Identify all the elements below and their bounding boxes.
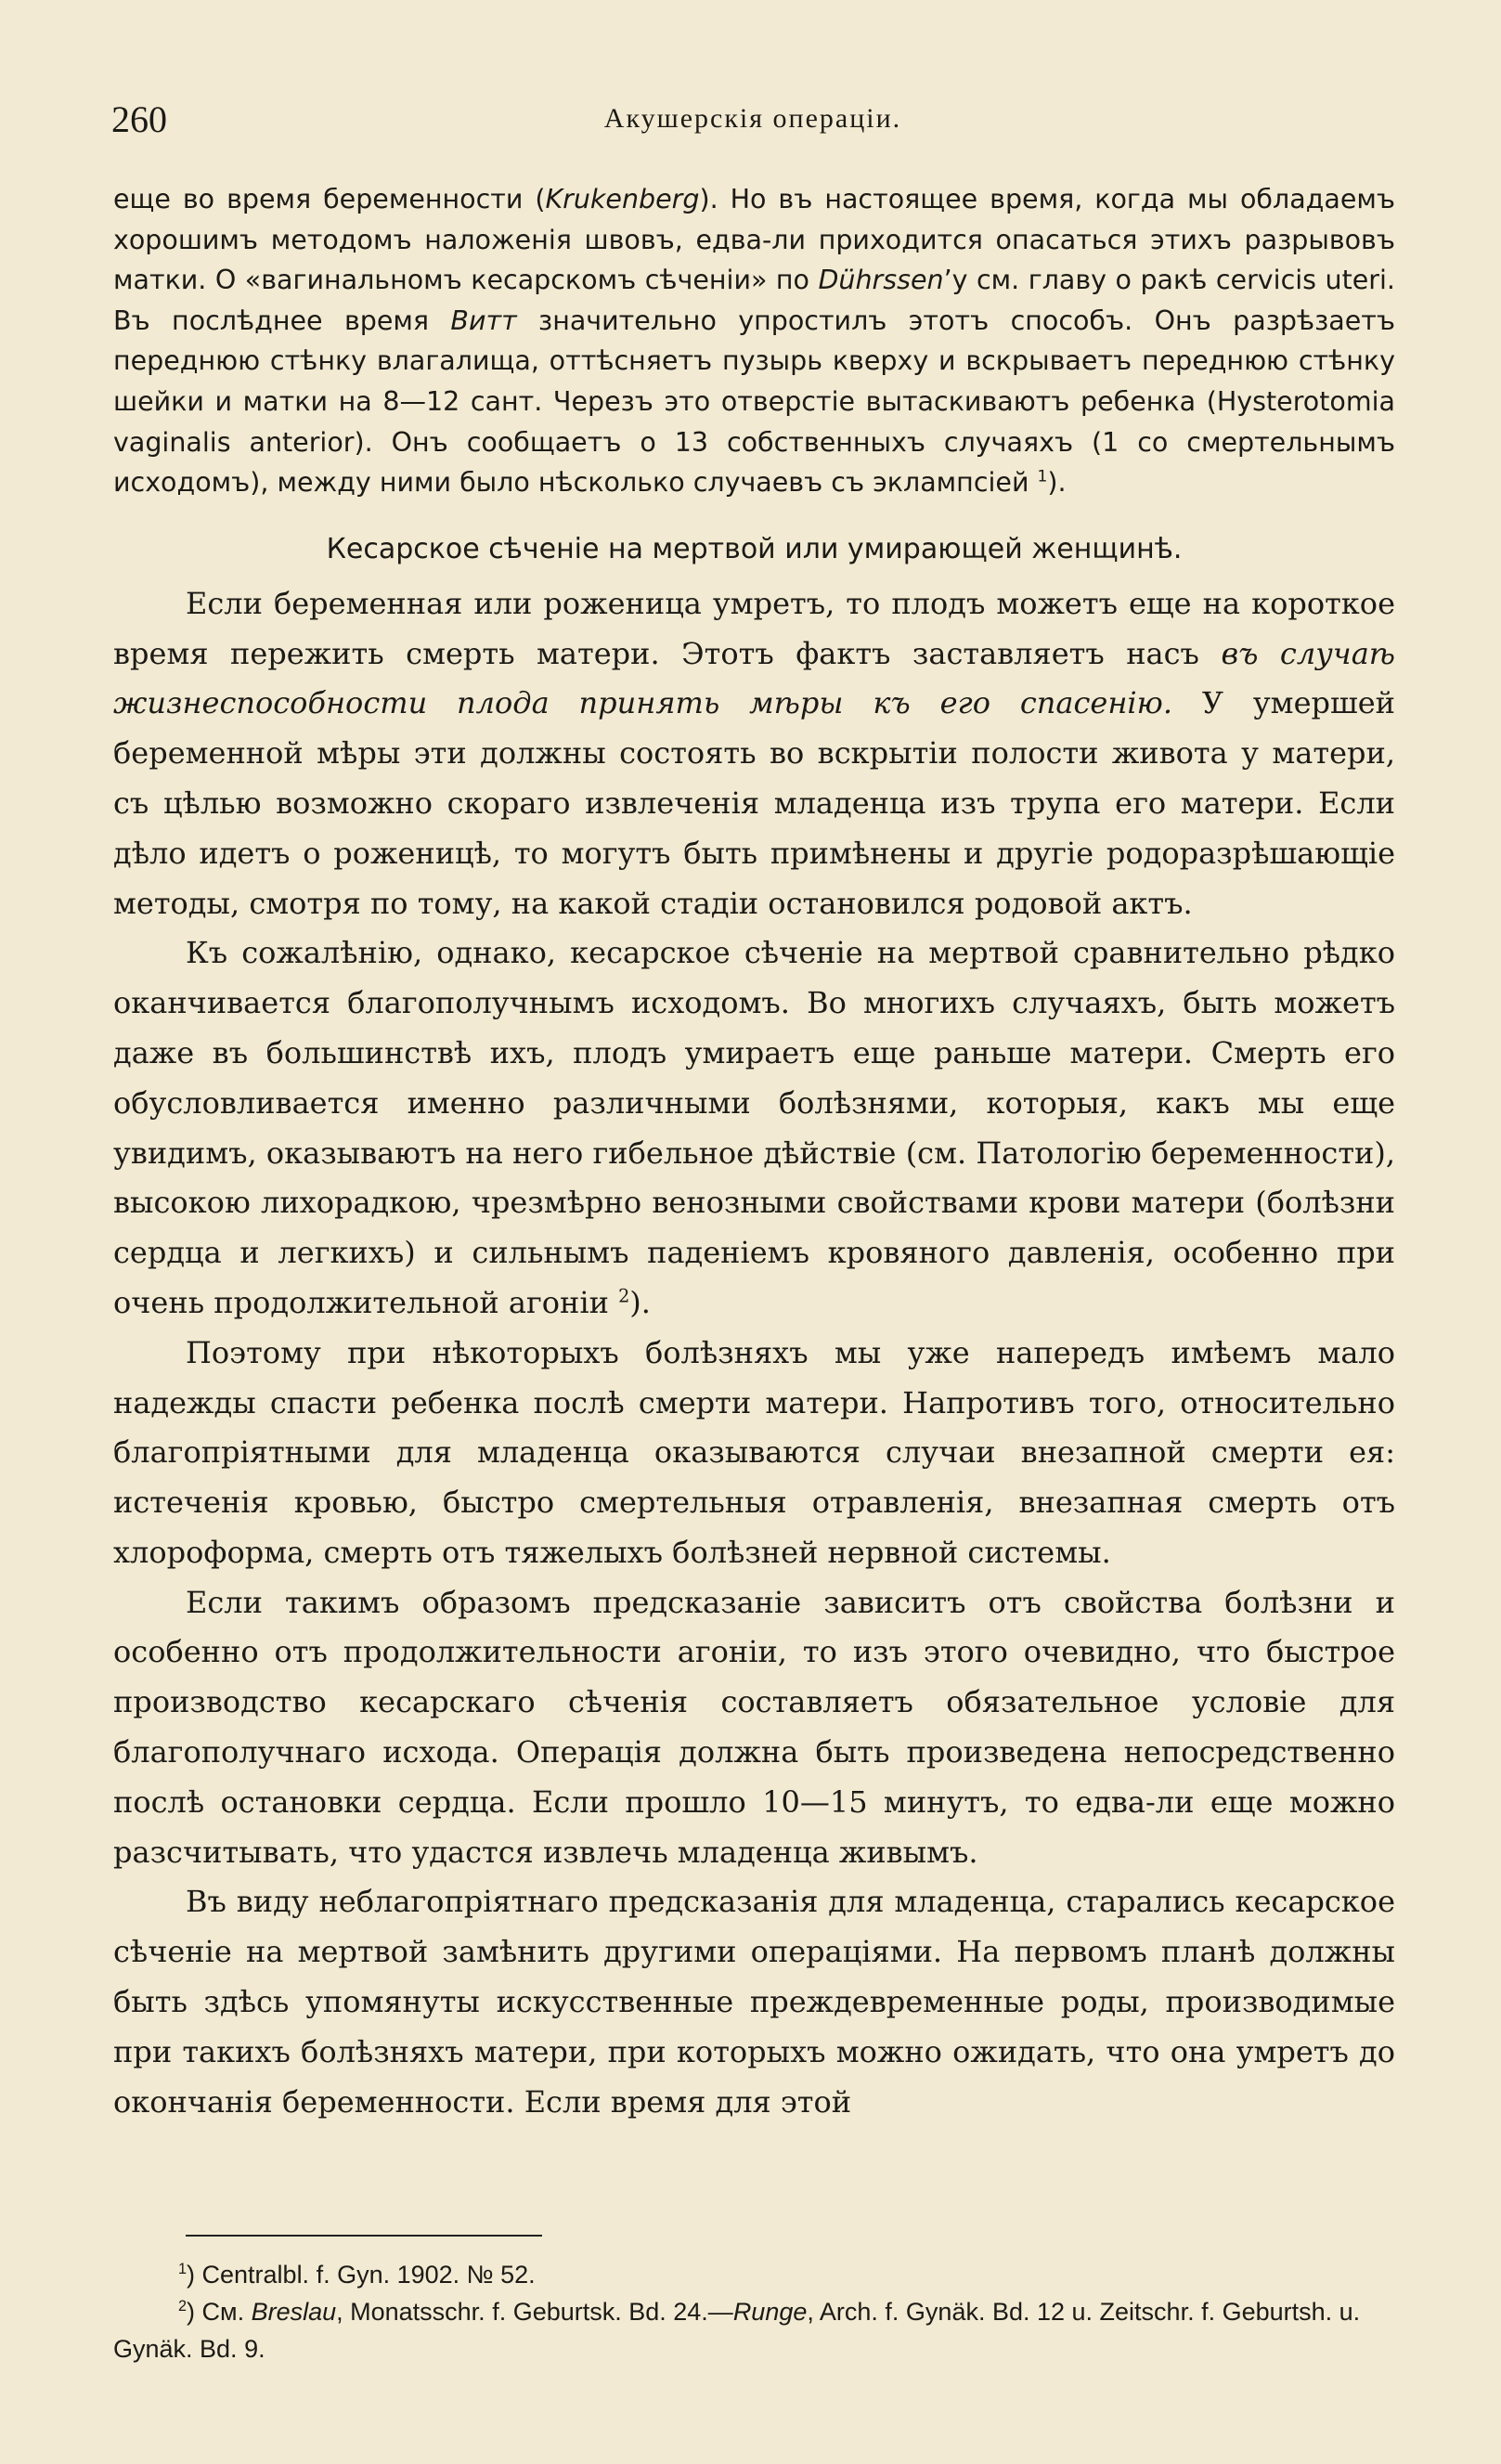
paragraph: Поэтому при нѣкоторыхъ болѣзняхъ мы уже напередъ имѣемъ мало надежды спасти ребенка послѣ смерти матери. Напротивъ того, относительно благопріятными для младенца оказываются случаи внезапной смерти ея: истеченія кровью, быстро смертельныя отравленія, внезапная смерть отъ хлороформа, смерть отъ тяжелыхъ болѣзней нервной системы. (113, 1334, 1395, 1570)
intro-text: еще во время беременности ( (113, 184, 546, 214)
paragraph (113, 928, 1395, 1328)
author-name: Dührssen (818, 265, 944, 296)
footnote-reference: 1 (1037, 467, 1048, 486)
author-name: Krukenberg (545, 184, 700, 214)
intro-text: ). (1047, 467, 1067, 499)
section-heading: Кесарское сѣченіе на мертвой или умирающей женщинѣ. (326, 532, 1183, 565)
intro-text: ). Но въ настоящее время, когда мы обладаемъ хорошимъ методомъ наложенія швовъ, едва-ли приходится опасаться этихъ разрывовъ матки. О «вагинальномъ кесарскомъ сѣченіи» по (113, 184, 1395, 296)
footnote-marker: 1 (178, 2261, 188, 2277)
footnote-text: , Monatsschr. f. Geburtsk. Bd. 24.— (336, 2298, 733, 2326)
emphasized-text: въ случаѣ жизнеспособности плода принять мѣры къ его спасенію. (113, 635, 1396, 721)
author-name: Breslau (251, 2298, 337, 2326)
paragraph-text: У умершей беременной мѣры эти должны состоять во вскрытіи полости живота у матери, съ цѣлью возможно скораго извлеченія младенца изъ трупа его матери. Если дѣло идетъ о роженицѣ, то могутъ быть примѣнены и другіе родоразрѣшающіе методы, смотря по тому, на какой стадіи остановился родовой актъ. (113, 685, 1395, 921)
paragraph: Если такимъ образомъ предсказаніе зависитъ отъ свойства болѣзни и особенно отъ продолжительности агоніи, то изъ этого очевидно, что быстрое производство кесарскаго сѣченія составляетъ обязательное условіе для благополучнаго исхода. Операція должна быть произведена непосредственно послѣ остановки сердца. Если прошло 10—15 минутъ, то едва-ли еще можно разсчитывать, что удастся извлечь младенца живымъ. (113, 1584, 1395, 1870)
footnote-marker: 2 (178, 2298, 188, 2315)
author-name: Витт (450, 305, 517, 336)
body-text (113, 179, 1395, 2127)
intro-text: ’у см. главу о ракѣ cervicis uteri. Въ послѣднее время (113, 265, 1395, 336)
page-header (111, 97, 1394, 144)
running-title: Акушерскія операціи. (603, 103, 902, 134)
footnote (113, 2256, 1395, 2293)
footnote-text: , Arch. f. Gynäk. Bd. 12 u. Zeitschr. f. Geburtsh. u. Gynäk. Bd. 9. (113, 2298, 1361, 2363)
paragraph: Въ виду неблагопріятнаго предсказанія для младенца, старались кесарское сѣченіе на мертвой замѣнить другими операціями. На первомъ планѣ должны быть здѣсь упомянуты искусственные преждевременные роды, производимые при такихъ болѣзняхъ матери, при которыхъ можно ожидать, что она умретъ до окончанія беременности. Если время для этой (113, 1884, 1395, 2120)
footnote-text: ) Centralbl. f. Gyn. 1902. № 52. (187, 2261, 536, 2289)
paragraph (113, 579, 1395, 929)
footnote-divider (186, 2235, 542, 2237)
paragraph-text: Если беременная или роженица умретъ, то плодъ можетъ еще на короткое время пережить смерть матери. Этотъ фактъ заставляетъ насъ (113, 585, 1395, 671)
page-number: 260 (111, 98, 167, 140)
paragraph-text: ). (629, 1284, 651, 1320)
intro-paragraph (113, 179, 1395, 503)
author-name: Runge (732, 2298, 808, 2326)
footnote-reference: 2 (618, 1285, 630, 1307)
intro-text: значительно упростилъ этотъ способъ. Онъ разрѣзаетъ переднюю стѣнку влагалища, оттѣсняетъ пузырь кверху и вскрываетъ переднюю стѣнку шейки и матки на 8—12 сант. Черезъ это отверстіе вытаскиваютъ ребенка (Hysterotomia vaginalis anterior). Онъ сообщаетъ о 13 собственныхъ случаяхъ (1 со смертельнымъ исходомъ), между ними было нѣсколько случаевъ съ эклампсіей (113, 305, 1395, 499)
footnote (113, 2293, 1395, 2367)
footnote-text: ) См. (187, 2298, 252, 2326)
footnotes (113, 2256, 1395, 2367)
paragraph-text: Къ сожалѣнію, однако, кесарское сѣченіе на мертвой сравнительно рѣдко оканчивается благополучнымъ исходомъ. Во многихъ случаяхъ, быть можетъ даже въ большинствѣ ихъ, плодъ умираетъ еще раньше матери. Смерть его обусловливается именно различными болѣзнями, которыя, какъ мы еще увидимъ, оказываютъ на него гибельное дѣйствіе (см. Патологію беременности), высокою лихорадкою, чрезмѣрно венозными свойствами крови матери (болѣзни сердца и легкихъ) и сильнымъ паденіемъ кровяного давленія, особенно при очень продолжительной агоніи (113, 935, 1395, 1320)
